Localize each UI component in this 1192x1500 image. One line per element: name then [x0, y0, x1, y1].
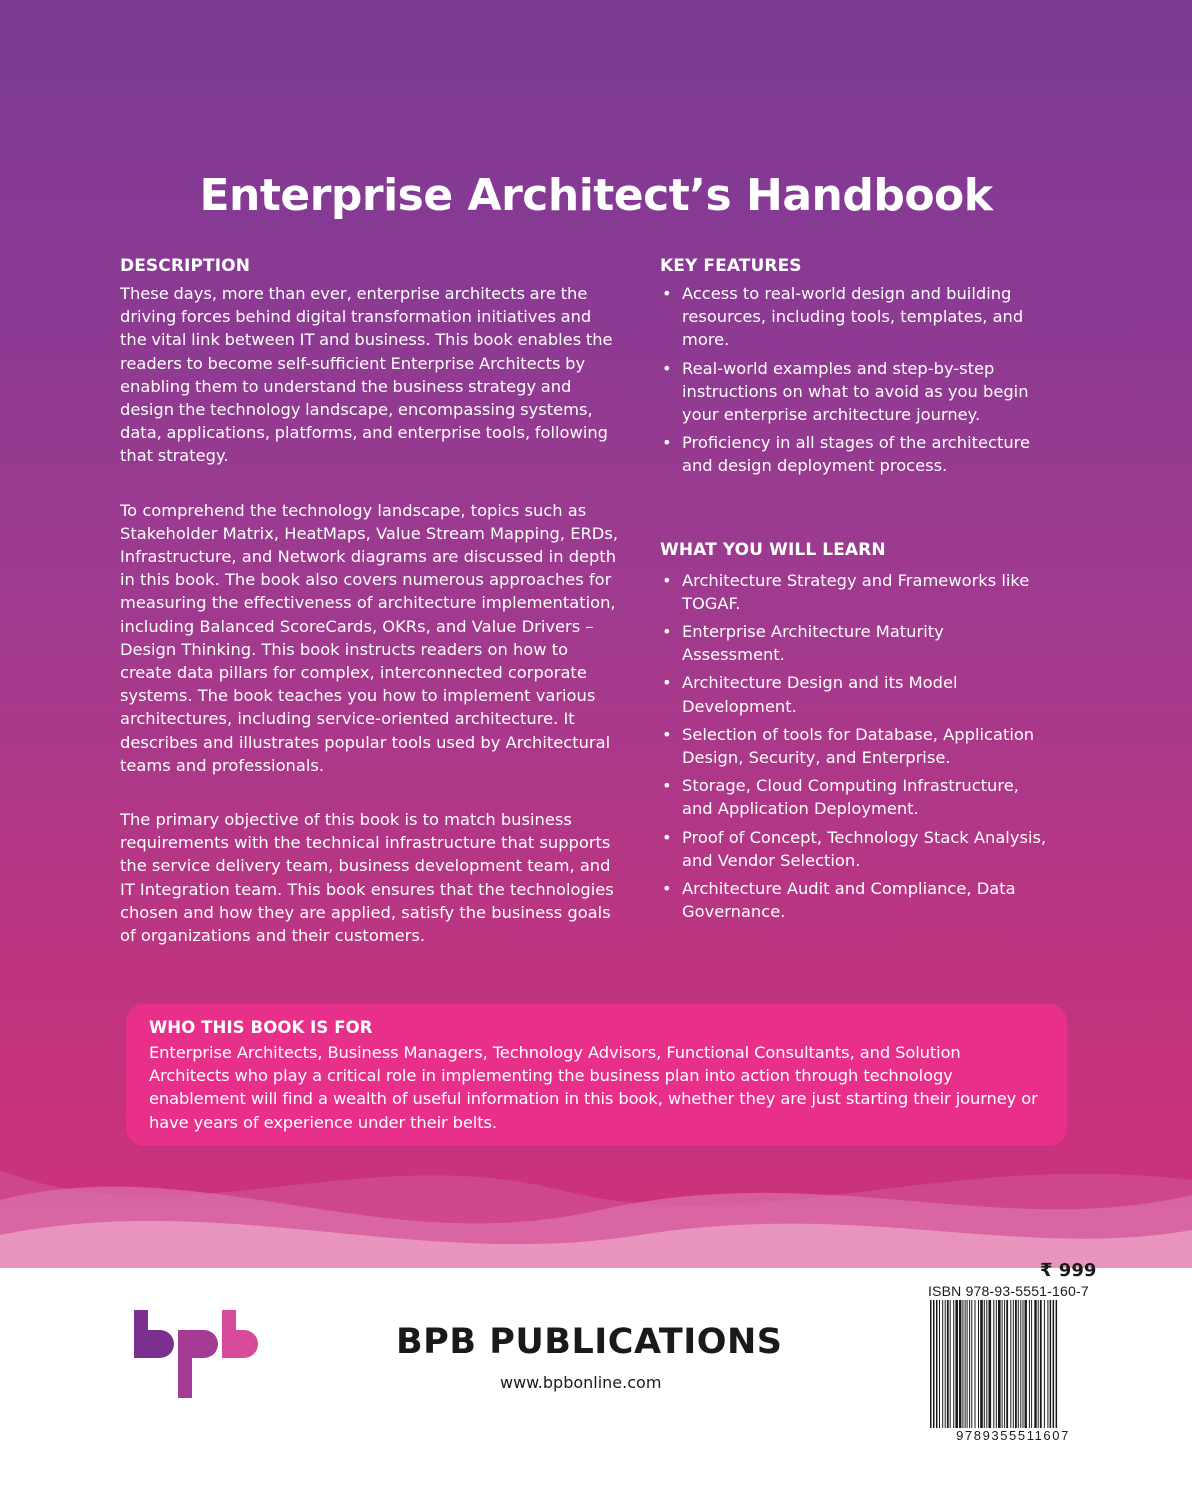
list-item: • Selection of tools for Database, Application Design, Security, and Enterprise.: [662, 724, 1035, 768]
barcode-bar: [996, 1300, 997, 1428]
barcode-bar: [959, 1300, 961, 1428]
list-item: • Architecture Design and its Model Development.: [662, 673, 958, 716]
barcode-bar: [930, 1300, 932, 1428]
key-features-heading: KEY FEATURES: [660, 256, 802, 276]
barcode-bar: [955, 1300, 958, 1428]
description-paragraph: These days, more than ever, enterprise architects are the driving forces behind digital transformation initiatives and the vital link between IT and business. This book enables the readers to become self-sufficient Enterprise Architects by enabling them to understand the business strategy and design the technology landscape, encompassing systems, data, applications, platforms, and enterprise tools, following that strategy.: [120, 284, 613, 466]
barcode-bar: [1047, 1300, 1048, 1428]
barcode-bar: [1023, 1300, 1024, 1428]
barcode-bar: [1015, 1300, 1017, 1428]
barcode-bar: [975, 1300, 976, 1428]
barcode-bar: [980, 1300, 983, 1428]
bullet-icon: •: [662, 724, 672, 744]
barcode-bar: [986, 1300, 987, 1428]
barcode-bar: [1038, 1300, 1039, 1428]
barcode-icon: [928, 1300, 1098, 1428]
barcode-bar: [1006, 1300, 1008, 1428]
list-item: • Proficiency in all stages of the architecture and design deployment process.: [662, 433, 1031, 476]
barcode-bar: [939, 1300, 940, 1428]
barcode-bar: [1018, 1300, 1019, 1428]
who-this-book-is-for-text: Enterprise Architects, Business Managers, Technology Advisors, Functional Consultants, and Solution Architects who play a critical role in implementing the business plan into action through technology enablement will find a wealth of useful information in this book, whether they are just starting their journey or have years of experience under their belts.: [149, 1043, 1038, 1132]
barcode-bar: [971, 1300, 972, 1428]
barcode-bar: [1056, 1300, 1058, 1428]
barcode-number: 9789355511607: [928, 1428, 1098, 1443]
list-item: • Storage, Cloud Computing Infrastructure, and Application Deployment.: [662, 776, 1019, 819]
publisher-name: BPB PUBLICATIONS: [396, 1322, 783, 1362]
bullet-icon: •: [662, 433, 672, 453]
publisher-website: www.bpbonline.com: [500, 1373, 662, 1392]
barcode-bar: [1050, 1300, 1052, 1428]
barcode-bar: [1020, 1300, 1021, 1428]
list-item: • Access to real-world design and building resources, including tools, templates, and more.: [662, 284, 1024, 350]
learn-list: [660, 569, 1050, 924]
price-label: ₹ 999: [1040, 1260, 1097, 1281]
what-you-will-learn-heading: WHAT YOU WILL LEARN: [660, 539, 886, 560]
list-item: • Real-world examples and step-by-step instructions on what to avoid as you begin your enterprise architecture journey.: [662, 358, 1029, 425]
bullet-icon: •: [662, 673, 672, 693]
barcode-bar: [984, 1300, 985, 1428]
key-features-list: [660, 282, 1050, 478]
barcode-bar: [998, 1300, 1001, 1428]
barcode-bar: [1002, 1300, 1003, 1428]
barcode-bar: [1053, 1300, 1055, 1428]
bullet-icon: •: [662, 827, 672, 847]
book-title: Enterprise Architect’s Handbook: [199, 170, 993, 221]
bullet-icon: •: [662, 776, 672, 796]
barcode-bar: [950, 1300, 951, 1428]
decorative-waves: [0, 1150, 1192, 1280]
barcode-bar: [953, 1300, 954, 1428]
description-paragraph: The primary objective of this book is to match business requirements with the technical infrastructure that supports the service delivery team, business development team, and IT Integration team. This book ensures that the technologies chosen and how they are applied, satisfy the business goals of organizations and their customers.: [120, 810, 614, 946]
isbn-label: ISBN 978-93-5551-160-7: [928, 1283, 1089, 1299]
barcode-bar: [1044, 1300, 1045, 1428]
bpb-logo-icon: [134, 1310, 258, 1398]
bullet-icon: •: [662, 879, 672, 899]
barcode-bar: [947, 1300, 949, 1428]
barcode-bar: [962, 1300, 963, 1428]
what-you-will-learn-section: [660, 540, 1050, 924]
list-item: • Enterprise Architecture Maturity Assessment.: [662, 622, 944, 665]
description-section: [120, 256, 620, 978]
list-item: • Architecture Audit and Compliance, Data Governance.: [662, 879, 1016, 922]
features-column: [660, 256, 1050, 928]
barcode-bar: [1004, 1300, 1005, 1428]
barcode-bar: [1040, 1300, 1042, 1428]
list-item: • Proof of Concept, Technology Stack Analysis, and Vendor Selection.: [662, 827, 1047, 870]
description-paragraph: To comprehend the technology landscape, topics such as Stakeholder Matrix, HeatMaps, Value Stream Mapping, ERDs, Infrastructure, and Network diagrams are discussed in depth in this book. The book also covers numerous approaches for measuring the effectiveness of architecture implementation, including Balanced ScoreCards, OKRs, and Value Drivers – Design Thinking. This book instructs readers on how to create data pillars for complex, interconnected corporate systems. The book teaches you how to implement various architectures, including service-oriented architecture. It describes and illustrates popular tools used by Architectural teams and professionals.: [120, 500, 618, 775]
barcode-bar: [945, 1300, 946, 1428]
barcode-bar: [1029, 1300, 1030, 1428]
barcode-bar: [967, 1300, 968, 1428]
who-this-book-is-for-heading: WHO THIS BOOK IS FOR: [149, 1018, 373, 1037]
description-heading: DESCRIPTION: [120, 256, 251, 276]
list-item: • Architecture Strategy and Frameworks like TOGAF.: [662, 570, 1030, 613]
barcode-bar: [989, 1300, 992, 1428]
who-this-book-is-for-box: [126, 1004, 1067, 1146]
barcode-bar: [965, 1300, 966, 1428]
barcode-bar: [969, 1300, 970, 1428]
barcode-bar: [1010, 1300, 1011, 1428]
bullet-icon: •: [662, 284, 672, 303]
bullet-icon: •: [662, 358, 672, 378]
barcode-bar: [1034, 1300, 1036, 1428]
barcode-bar: [978, 1300, 979, 1428]
bullet-icon: •: [662, 570, 672, 590]
barcode-bar: [993, 1300, 994, 1428]
barcode-bar: [1025, 1300, 1027, 1428]
barcode-bar: [1031, 1300, 1032, 1428]
barcode-bar: [942, 1300, 943, 1428]
barcode-bar: [936, 1300, 938, 1428]
barcode-bar: [1013, 1300, 1014, 1428]
barcode-bar: [933, 1300, 935, 1428]
bullet-icon: •: [662, 622, 672, 642]
